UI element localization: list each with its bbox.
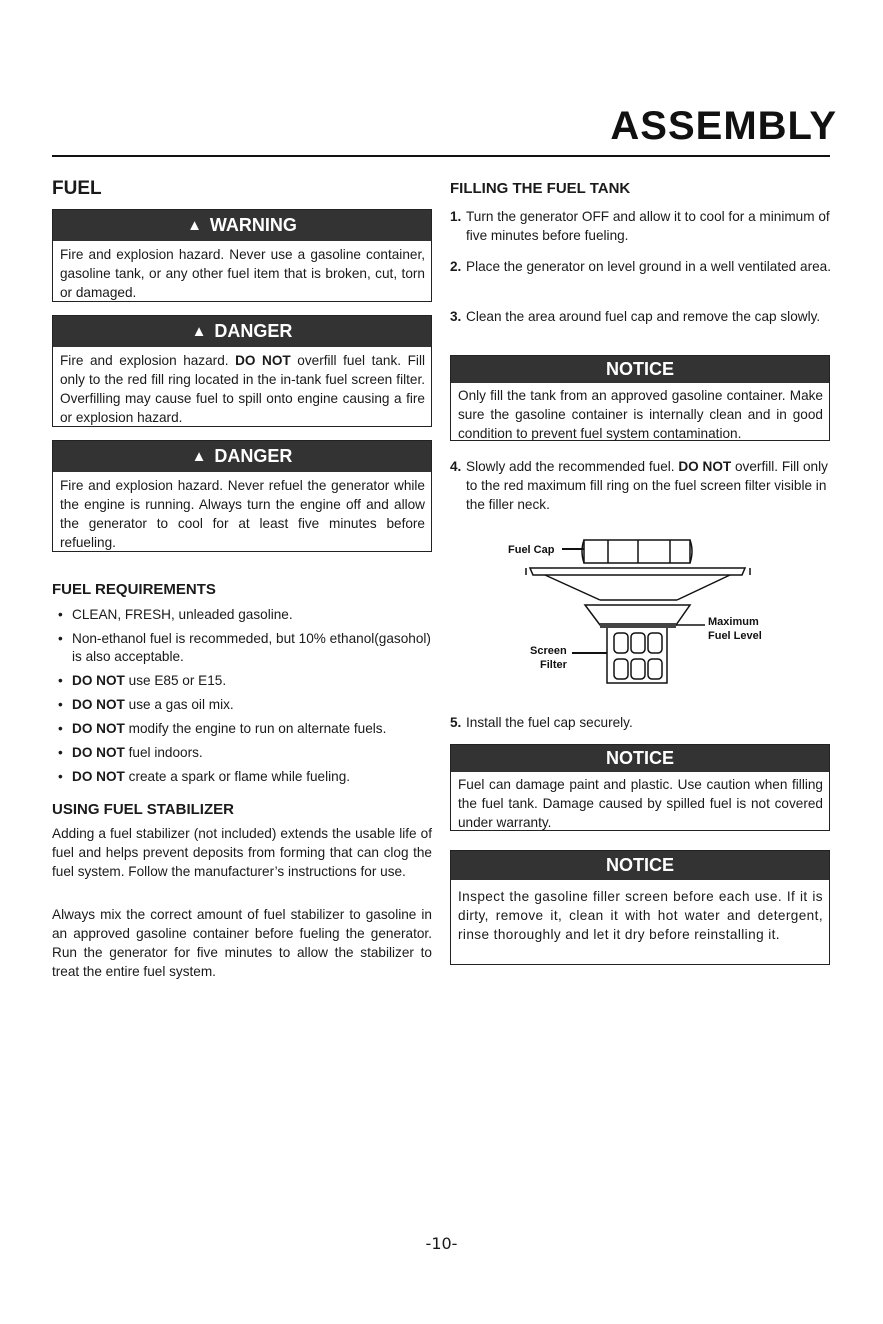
warning-triangle-icon: ▲ xyxy=(187,217,202,234)
warning-text: Fire and explosion hazard. Never use a gasoline container, gasoline tank, or any other fuel item that is broken, cut, torn or damaged. xyxy=(60,247,425,300)
requirement-item xyxy=(52,606,432,624)
step-2 xyxy=(450,257,842,276)
step-emphasis: DO NOT xyxy=(678,459,732,474)
danger-text-part: overfill fuel tank. Fill only to the red fill ring located in the in-tank fuel screen filter. Overfilling may cause fuel to spill onto engine causing a fire or explosion hazard. xyxy=(60,353,425,425)
notice-header: NOTICE xyxy=(451,851,829,880)
warning-triangle-icon: ▲ xyxy=(191,448,207,465)
requirement-item xyxy=(52,696,432,714)
danger-box-overfill xyxy=(52,315,432,427)
requirement-item xyxy=(52,768,432,786)
requirement-text: use E85 or E15. xyxy=(124,673,227,688)
bullet-icon: • xyxy=(58,673,63,688)
bullet-icon: • xyxy=(58,769,63,784)
requirement-item xyxy=(52,630,432,666)
danger-header xyxy=(53,316,431,347)
danger-emphasis: DO NOT xyxy=(235,353,291,368)
max-fuel-level-label: Maximum xyxy=(708,616,759,628)
screen-filter-label: Filter xyxy=(540,659,567,671)
notice-text: Inspect the gasoline filler screen before each use. If it is dirty, remove it, clean it with hot water and detergent, rinse thoroughly and let it dry before reinstalling it. xyxy=(458,889,823,942)
step-number: 2. xyxy=(450,259,462,274)
screen-filter-label: Screen xyxy=(530,645,567,657)
warning-header xyxy=(53,210,431,241)
step-1 xyxy=(450,207,842,245)
requirement-text: create a spark or flame while fueling. xyxy=(124,769,351,784)
fuel-stabilizer-heading: USING FUEL STABILIZER xyxy=(52,801,234,818)
fuel-requirements-heading: FUEL REQUIREMENTS xyxy=(52,581,216,598)
notice-box-screen xyxy=(450,850,830,965)
requirement-emphasis: DO NOT xyxy=(72,769,125,784)
step-text: Place the generator on level ground in a well ventilated area. xyxy=(466,259,832,274)
danger-label: DANGER xyxy=(214,446,293,466)
requirement-item xyxy=(52,720,432,738)
requirement-text: Non-ethanol fuel is recommeded, but 10% ethanol(gasohol) is also acceptable. xyxy=(72,631,431,664)
stabilizer-paragraph: Adding a fuel stabilizer (not included) extends the usable life of fuel and helps prevent deposits from forming that can clog the fuel system. Follow the manufacturer’s instructions for use. xyxy=(52,826,432,879)
step-number: 4. xyxy=(450,459,462,474)
warning-label: WARNING xyxy=(209,215,297,235)
step-number: 1. xyxy=(450,209,462,224)
danger-label: DANGER xyxy=(214,321,293,341)
filling-heading: FILLING THE FUEL TANK xyxy=(450,180,631,197)
danger-text: Fire and explosion hazard. Never refuel the generator while the engine is running. Always turn the engine off and allow the generator to cool for at least five minutes before refueling. xyxy=(60,478,425,550)
bullet-icon: • xyxy=(58,631,63,646)
bullet-icon: • xyxy=(58,607,63,622)
filler-neck-shape xyxy=(585,605,690,625)
requirement-text: CLEAN, FRESH, unleaded gasoline. xyxy=(72,607,293,622)
requirement-item xyxy=(52,672,432,690)
step-number: 5. xyxy=(450,715,462,730)
requirement-emphasis: DO NOT xyxy=(72,673,125,688)
page-number: -10- xyxy=(425,1234,458,1253)
fuel-requirements-list xyxy=(52,606,432,792)
requirement-item xyxy=(52,744,432,762)
notice-text: Fuel can damage paint and plastic. Use caution when filling the fuel tank. Damage caused by spilled fuel is not covered under warranty. xyxy=(458,777,823,830)
step-text xyxy=(450,457,832,514)
notice-header: NOTICE xyxy=(451,356,829,383)
fuel-cap-label: Fuel Cap xyxy=(508,544,555,556)
notice-header: NOTICE xyxy=(451,745,829,772)
requirement-text: modify the engine to run on alternate fuels. xyxy=(124,721,387,736)
bullet-icon: • xyxy=(58,721,63,736)
notice-text: Only fill the tank from an approved gasoline container. Make sure the gasoline container is internally clean and in good condition to prevent fuel system contamination. xyxy=(458,388,823,441)
warning-triangle-icon: ▲ xyxy=(191,323,207,340)
requirement-emphasis: DO NOT xyxy=(72,745,125,760)
warning-box xyxy=(52,209,432,302)
bullet-icon: • xyxy=(58,745,63,760)
requirement-emphasis: DO NOT xyxy=(72,721,125,736)
step-text: Install the fuel cap securely. xyxy=(466,715,633,730)
max-fuel-level-label: Fuel Level xyxy=(708,630,762,642)
danger-header xyxy=(53,441,431,472)
step-text: Clean the area around fuel cap and remove the cap slowly. xyxy=(466,309,821,324)
notice-box-damage xyxy=(450,744,830,831)
step-5 xyxy=(450,713,842,732)
max-fill-ring xyxy=(600,623,676,628)
step-text-part: Slowly add the recommended fuel. xyxy=(466,459,679,474)
requirement-text: fuel indoors. xyxy=(124,745,203,760)
step-number: 3. xyxy=(450,309,462,324)
step-3 xyxy=(450,307,830,326)
stabilizer-paragraph: Always mix the correct amount of fuel stabilizer to gasoline in an approved gasoline container before fueling the generator. Run the generator for five minutes to allow the stabilizer to treat the entire fuel system. xyxy=(52,907,432,979)
header-rule xyxy=(52,155,830,157)
requirement-text: use a gas oil mix. xyxy=(124,697,234,712)
bullet-icon: • xyxy=(58,697,63,712)
danger-text-part: Fire and explosion hazard. xyxy=(60,353,236,368)
fuel-heading: FUEL xyxy=(52,178,102,199)
section-title: ASSEMBLY xyxy=(610,104,837,148)
requirement-emphasis: DO NOT xyxy=(72,697,125,712)
fuel-filler-diagram xyxy=(500,535,790,695)
step-4 xyxy=(450,457,832,514)
step-text-part: overfill. Fill only to the red maximum fill ring on the fuel screen filter visible in the filler neck. xyxy=(466,459,828,512)
fuel-cap-shape xyxy=(584,540,690,563)
danger-text xyxy=(53,347,431,432)
danger-box-refuel xyxy=(52,440,432,552)
notice-box-container xyxy=(450,355,830,441)
step-text: Turn the generator OFF and allow it to cool for a minimum of five minutes before fueling. xyxy=(466,209,830,243)
